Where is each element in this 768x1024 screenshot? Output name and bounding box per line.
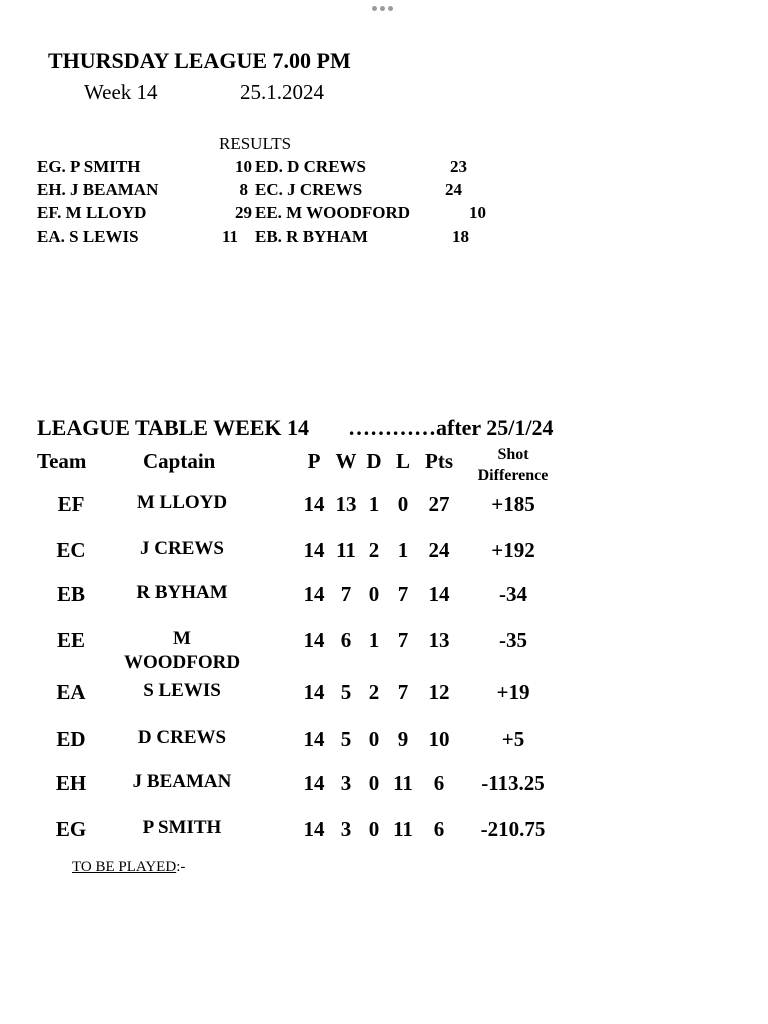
lost-value: 7 <box>397 628 409 652</box>
points-value: 6 <box>433 771 445 795</box>
league-table-subtitle: …………after 25/1/24 <box>348 415 554 440</box>
lost-value: 0 <box>397 492 409 516</box>
result-home-score: 11 <box>221 227 238 246</box>
points-value: 14 <box>428 582 450 606</box>
points-value: 24 <box>428 538 450 562</box>
points-value: 27 <box>428 492 450 516</box>
week-label: Week 14 <box>84 80 158 104</box>
lost-value: 11 <box>393 817 413 841</box>
result-home-score: 8 <box>239 180 248 199</box>
points-value: 6 <box>433 817 445 841</box>
team-code: EF <box>57 492 85 516</box>
captain-name: D CREWS <box>137 727 227 748</box>
team-code: EB <box>56 582 85 606</box>
shot-difference-value: +19 <box>496 680 530 704</box>
captain-name: P SMITH <box>142 817 222 838</box>
result-away-score: 18 <box>452 227 469 246</box>
col-won: W <box>335 449 357 473</box>
won-value: 3 <box>340 771 352 795</box>
result-away-score: 24 <box>445 180 462 199</box>
result-away-team: EB. R BYHAM <box>255 227 368 246</box>
drawn-value: 0 <box>368 771 380 795</box>
to-be-played-suffix: :- <box>176 859 186 875</box>
col-played: P <box>307 449 321 473</box>
shot-difference-value: -34 <box>499 582 527 606</box>
played-value: 14 <box>303 817 325 841</box>
team-code: ED <box>56 727 86 751</box>
result-away-score: 23 <box>450 157 467 176</box>
league-table-title: LEAGUE TABLE WEEK 14 <box>37 415 310 440</box>
dot <box>380 6 385 11</box>
result-home-score: 29 <box>235 203 252 222</box>
shot-difference-value: +192 <box>491 538 535 562</box>
played-value: 14 <box>303 680 325 704</box>
drawn-value: 2 <box>368 538 380 562</box>
won-value: 7 <box>340 582 352 606</box>
result-away-score: 10 <box>469 203 486 222</box>
col-team: Team <box>37 449 87 473</box>
result-home-team: EG. P SMITH <box>37 157 141 176</box>
dot <box>388 6 393 11</box>
result-home-score: 10 <box>235 157 252 176</box>
captain-name: S LEWIS <box>143 680 221 701</box>
team-code: EH <box>55 771 87 795</box>
won-value: 3 <box>340 817 352 841</box>
team-code: EE <box>56 628 85 652</box>
result-home-team: EH. J BEAMAN <box>37 180 159 199</box>
captain-name: J CREWS <box>140 538 224 559</box>
league-title: THURSDAY LEAGUE 7.00 PM <box>48 48 351 73</box>
played-value: 14 <box>303 771 325 795</box>
to-be-played-note <box>72 859 185 876</box>
result-away-team: EE. M WOODFORD <box>255 203 411 222</box>
won-value: 11 <box>336 538 356 562</box>
won-value: 5 <box>340 680 352 704</box>
played-value: 14 <box>303 628 325 652</box>
played-value: 14 <box>303 492 325 516</box>
shot-difference-value: -113.25 <box>481 771 545 795</box>
drawn-value: 2 <box>368 680 380 704</box>
lost-value: 9 <box>397 727 409 751</box>
shot-difference-value: +5 <box>501 727 525 751</box>
captain-name: R BYHAM <box>136 582 228 603</box>
team-code: EG <box>55 817 87 841</box>
points-value: 13 <box>428 628 450 652</box>
col-lost: L <box>395 449 410 473</box>
captain-name: M LLOYD <box>136 492 228 513</box>
drawn-value: 0 <box>368 817 380 841</box>
to-be-played-label: TO BE PLAYED <box>72 859 177 875</box>
col-points: Pts <box>425 449 453 473</box>
col-shot-difference: Difference <box>477 467 549 484</box>
dot <box>372 6 377 11</box>
shot-difference-value: -210.75 <box>480 817 546 841</box>
col-shot: Shot <box>497 446 529 463</box>
lost-value: 1 <box>397 538 409 562</box>
captain-name-line2: WOODFORD <box>123 652 241 673</box>
won-value: 5 <box>340 727 352 751</box>
date-label: 25.1.2024 <box>240 80 324 104</box>
col-captain: Captain <box>143 449 216 473</box>
results-heading: RESULTS <box>219 134 292 153</box>
captain-name-line1: M <box>173 628 191 649</box>
played-value: 14 <box>303 727 325 751</box>
result-away-team: EC. J CREWS <box>255 180 363 199</box>
result-home-team: EA. S LEWIS <box>37 227 139 246</box>
lost-value: 11 <box>393 771 413 795</box>
lost-value: 7 <box>397 680 409 704</box>
team-code: EA <box>56 680 86 704</box>
drawn-value: 0 <box>368 582 380 606</box>
played-value: 14 <box>303 582 325 606</box>
points-value: 12 <box>428 680 450 704</box>
shot-difference-value: -35 <box>499 628 527 652</box>
drawn-value: 0 <box>368 727 380 751</box>
col-drawn: D <box>366 449 382 473</box>
points-value: 10 <box>428 727 450 751</box>
more-options-icon[interactable] <box>372 6 393 11</box>
shot-difference-value: +185 <box>491 492 535 516</box>
captain-name: J BEAMAN <box>132 771 232 792</box>
drawn-value: 1 <box>368 628 380 652</box>
played-value: 14 <box>303 538 325 562</box>
won-value: 6 <box>340 628 352 652</box>
result-away-team: ED. D CREWS <box>255 157 366 176</box>
lost-value: 7 <box>397 582 409 606</box>
team-code: EC <box>56 538 86 562</box>
drawn-value: 1 <box>368 492 380 516</box>
result-home-team: EF. M LLOYD <box>37 203 147 222</box>
won-value: 13 <box>335 492 357 516</box>
